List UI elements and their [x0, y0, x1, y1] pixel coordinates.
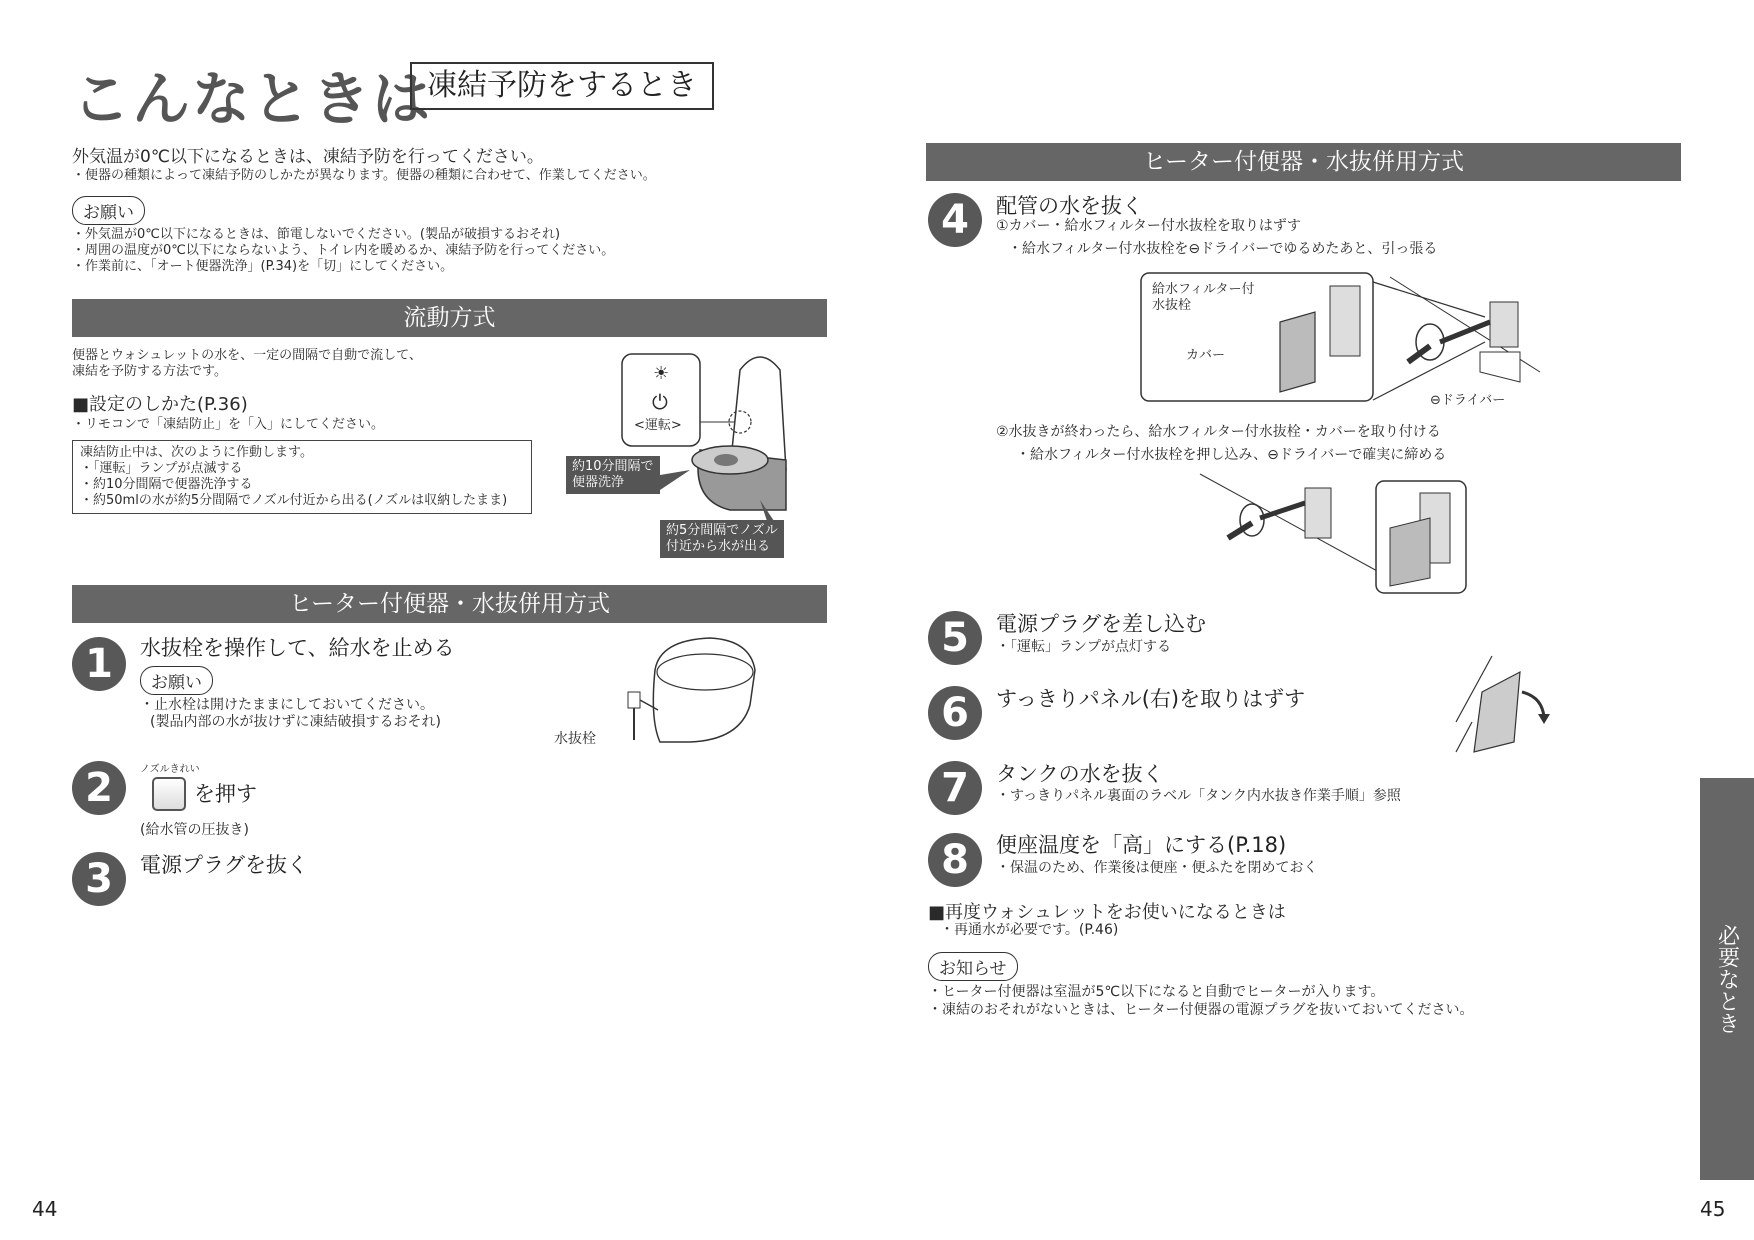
request-badge: お願い — [72, 196, 145, 225]
request-badge: お願い — [140, 666, 213, 695]
step-number: 8 — [928, 833, 982, 887]
callout-flush — [566, 456, 660, 494]
step2-note: (給水管の圧抜き) — [140, 822, 249, 838]
request-item: ・作業前に、「オート便器洗浄」(P.34)を「切」にしてください。 — [72, 259, 454, 274]
panel-label: <運転> — [634, 418, 682, 433]
filter-label-line: 水抜栓 — [1152, 298, 1192, 313]
sun-icon: ☀ — [653, 363, 670, 384]
step2-title: を押す — [194, 782, 257, 806]
step-number: 3 — [72, 852, 126, 906]
step4-sub2: ②水抜きが終わったら、給水フィルター付水抜栓・カバーを取り付ける — [996, 424, 1441, 440]
section-bar-heater-left: ヒーター付便器・水抜併用方式 — [72, 585, 827, 623]
callout-nozzle — [660, 520, 784, 558]
reuse-title: ■再度ウォシュレットをお使いになるときは — [928, 902, 1286, 923]
request-item: ・外気温が0℃以下になるときは、節電しないでください。(製品が破損するおそれ) — [72, 227, 561, 242]
filter-label — [1152, 282, 1254, 314]
operation-line: ・約50mlの水が約5分間隔でノズル付近から出る(ノズルは収納したまま) — [80, 493, 508, 508]
side-tab: 必要なとき — [1700, 778, 1754, 1180]
step-number: 5 — [928, 611, 982, 665]
step3-title: 電源プラグを抜く — [140, 853, 308, 877]
notice-line: ・ヒーター付便器は室温が5℃以下になると自動でヒーターが入ります。 — [928, 984, 1385, 1000]
step6-title: すっきりパネル(右)を取りはずす — [996, 687, 1306, 711]
operation-line: ・「運転」ランプが点滅する — [80, 461, 243, 476]
request-item: ・周囲の温度が0℃以下にならないよう、トイレ内を暖めるか、凍結予防を行ってください。 — [72, 243, 615, 258]
flow-desc-line: 便器とウォシュレットの水を、一定の間隔で自動で流して、 — [72, 348, 422, 363]
section-bar-flow: 流動方式 — [72, 299, 827, 337]
nozzle-clean-button-icon — [152, 777, 186, 811]
callout-line: 約5分間隔でノズル — [666, 523, 778, 538]
step5-note: ・「運転」ランプが点灯する — [996, 639, 1171, 655]
callout-line: 付近から水が出る — [666, 539, 771, 554]
driver-label: ⊖ドライバー — [1430, 393, 1506, 408]
flow-desc-line: 凍結を予防する方法です。 — [72, 364, 227, 379]
operation-line: ・約10分間隔で便器洗浄する — [80, 477, 253, 492]
operation-box — [72, 440, 532, 514]
step1-note-line: (製品内部の水が抜けずに凍結破損するおそれ) — [150, 714, 441, 730]
setting-title: ■設定のしかた(P.36) — [72, 394, 248, 415]
panel-removal-illustration — [1452, 652, 1552, 756]
operation-line: 凍結防止中は、次のように作動します。 — [80, 445, 313, 460]
notice-line: ・凍結のおそれがないときは、ヒーター付便器の電源プラグを抜いておいてください。 — [928, 1002, 1474, 1018]
request-list — [72, 227, 614, 275]
step7-title: タンクの水を抜く — [996, 762, 1164, 786]
step1-note — [140, 697, 441, 731]
step8-note: ・保温のため、作業後は便座・便ふたを閉めておく — [996, 860, 1318, 876]
step4-sub1: ①カバー・給水フィルター付水抜栓を取りはずす — [996, 218, 1301, 234]
intro-main: 外気温が0℃以下になるときは、凍結予防を行ってください。 — [72, 147, 544, 167]
step7-note: ・すっきりパネル裏面のラベル「タンク内水抜き作業手順」参照 — [996, 788, 1401, 804]
step-number: 1 — [72, 637, 126, 691]
setting-note: ・リモコンで「凍結防止」を「入」にしてください。 — [72, 417, 385, 432]
cover-label: カバー — [1186, 348, 1226, 363]
page-subtitle: 凍結予防をするとき — [410, 62, 714, 110]
section-bar-heater-right: ヒーター付便器・水抜併用方式 — [926, 143, 1681, 181]
page-number-left: 44 — [32, 1197, 58, 1221]
reuse-note: ・再通水が必要です。(P.46) — [940, 922, 1119, 938]
callout-line: 便器洗浄 — [572, 475, 625, 490]
step-number: 6 — [928, 686, 982, 740]
step5-title: 電源プラグを差し込む — [996, 612, 1206, 636]
valve-label: 水抜栓 — [554, 731, 596, 747]
step1-note-line: ・止水栓は開けたままにしておいてください。 — [140, 697, 434, 713]
intro-note: ・便器の種類によって凍結予防のしかたが異なります。便器の種類に合わせて、作業してください。 — [72, 168, 656, 183]
step-number: 4 — [928, 193, 982, 247]
step1-title: 水抜栓を操作して、給水を止める — [140, 636, 455, 660]
step-number: 2 — [72, 761, 126, 815]
flow-desc — [72, 348, 422, 380]
nozzle-button-label: ノズルきれい — [140, 764, 200, 775]
power-icon: ⏻ — [652, 390, 668, 414]
step4-sub2-note: ・給水フィルター付水抜栓を押し込み、⊖ドライバーで確実に締める — [1016, 447, 1447, 463]
filter-label-line: 給水フィルター付 — [1152, 282, 1255, 297]
toilet-valve-illustration — [600, 630, 770, 750]
step4-sub1-note: ・給水フィルター付水抜栓を⊖ドライバーでゆるめたあと、引っ張る — [1008, 241, 1438, 257]
step4-title: 配管の水を抜く — [996, 194, 1143, 218]
filter-install-illustration — [1190, 468, 1490, 598]
notice-badge: お知らせ — [928, 952, 1018, 981]
page-number-right: 45 — [1700, 1197, 1726, 1221]
step-number: 7 — [928, 761, 982, 815]
callout-line: 約10分間隔で — [572, 459, 654, 474]
page-title: こんなときは — [72, 65, 433, 133]
step8-title: 便座温度を「高」にする(P.18) — [996, 833, 1287, 857]
